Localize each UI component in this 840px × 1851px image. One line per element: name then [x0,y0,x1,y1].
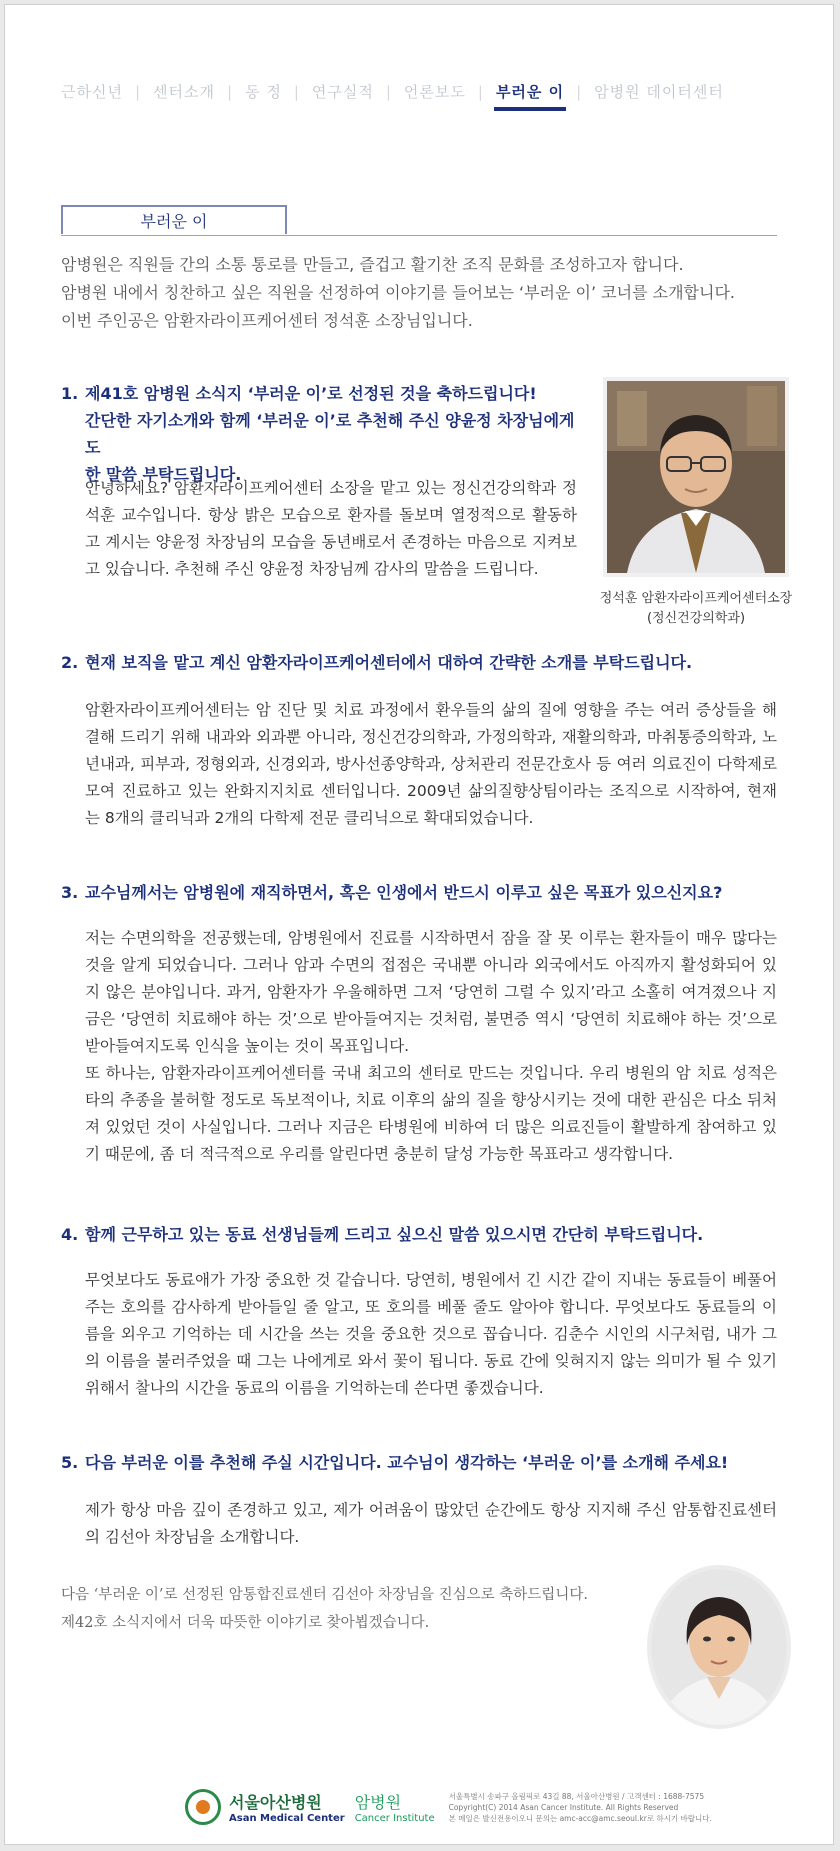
question-text: 제41호 암병원 소식지 ‘부러운 이’로 선정된 것을 축하드립니다! 간단한 자기소개와 함께 ‘부러운 이’로 추천해 주신 양윤정 차장님에게도 한 말씀 부탁드립니다. [85,384,575,484]
question-2 [61,649,777,676]
nav-item-new-year[interactable]: 근하신년 [61,83,123,101]
answer-1 [85,475,577,583]
caption-name: 정석훈 암환자라이프케어센터소장 [599,591,793,606]
question-number: 2. [61,653,79,672]
answer-2 [85,697,777,832]
footer-address: 서울특별시 송파구 올림픽로 43길 88, 서울아산병원 / 고객센터 : 1688-7575 [448,1791,705,1801]
nav-item-press[interactable]: 언론보도 [403,83,466,101]
nav-item-news[interactable]: 동 정 [245,83,282,101]
nav-separator: | [576,82,583,101]
answer-paragraph: 안녕하세요? 암환자라이프케어센터 소장을 맡고 있는 정신건강의학과 정석훈 교수입니다. 항상 밝은 모습으로 환자를 돌보며 열정적으로 활동하고 계시는 양윤정 차장님의 모습을 동년배로서 존경하는 마음으로 지켜보고 있습니다. 추천해 주신 양윤정 차장님께 감사의 말씀을 드립니다. [85,479,577,578]
newsletter-frame [4,4,834,1845]
question-number: 4. [61,1225,79,1244]
portrait-woman-icon [647,1565,791,1729]
intro-text [61,251,777,335]
intro-line: 암병원 내에서 칭찬하고 싶은 직원을 선정하여 이야기를 들어보는 ‘부러운 이’ 코너를 소개합니다. [61,283,735,302]
nav-item-envied-one[interactable]: 부러운 이 [495,83,565,101]
answer-3 [85,925,777,1168]
asan-logo-icon [185,1789,221,1825]
question-number: 5. [61,1453,79,1472]
footer-notice: 본 메일은 발신전용이오니 문의는 amc-acc@amc.seoul.kr로 하시기 바랍니다. [448,1813,712,1823]
top-nav [61,81,777,102]
nav-separator: | [385,82,392,101]
section-title: 부러운 이 [61,205,287,234]
question-4 [61,1221,777,1248]
answer-paragraph: 저는 수면의학을 전공했는데, 암병원에서 진료를 시작하면서 잠을 잘 못 이루는 환자들이 매우 많다는 것을 알게 되었습니다. 그러나 암과 수면의 접점은 국내뿐 아니라 외국에서도 아직까지 활성화되어 있지 않은 분야입니다. 과거, 암환자가 우울해하면 그저 ‘당연히 그럴 수 있지’라고 소홀히 여겨졌으나 지금은 ‘당연히 치료해야 하는 것’으로 받아들여지는 것처럼, 불면증 역시 ‘당연히 치료해야 하는 것’으로 받아들여지도록 인식을 높이는 것이 목표입니다. [85,929,777,1055]
question-number: 1. [61,384,79,403]
answer-4 [85,1267,777,1402]
closing-line: 제42호 소식지에서 더욱 따뜻한 이야기로 찾아뵙겠습니다. [61,1615,430,1631]
caption-dept: (정신건강의학과) [646,611,746,626]
nav-separator: | [293,82,300,101]
ci-korean: 암병원 [354,1793,402,1812]
closing-line: 다음 ‘부러운 이’로 선정된 암통합진료센터 김선아 차장님을 진심으로 축하드립니다. [61,1587,588,1603]
nav-separator: | [134,82,142,101]
brand-korean: 서울아산병원 [229,1793,322,1812]
intro-line: 이번 주인공은 암환자라이프케어센터 정석훈 소장님입니다. [61,311,473,330]
answer-paragraph: 무엇보다도 동료애가 가장 중요한 것 같습니다. 당연히, 병원에서 긴 시간 같이 지내는 동료들이 베풀어 주는 호의를 감사하게 받아들일 줄 알고, 또 호의를 베풀 줄도 알아야 합니다. 무엇보다도 동료들의 이름을 외우고 기억하는 데 시간을 쓰는 것을 중요한 것으로 꼽습니다. 김춘수 시인의 시구처럼, 내가 그의 이름을 불러주었을 때 그는 나에게로 와서 꽃이 됩니다. 동료 간에 잊혀지지 않는 의미가 될 수 있기 위해서 찰나의 시간을 동료의 이름을 기억하는데 쓴다면 좋겠습니다. [85,1271,777,1397]
section-title-row [61,205,777,236]
photo-caption [593,589,799,629]
question-text: 함께 근무하고 있는 동료 선생님들께 드리고 싶으신 말씀 있으시면 간단히 부탁드립니다. [85,1225,704,1244]
question-3 [61,879,777,906]
question-number: 3. [61,883,79,902]
question-text: 다음 부러운 이를 추천해 주실 시간입니다. 교수님이 생각하는 ‘부러운 이’를 소개해 주세요! [85,1453,729,1472]
nav-item-data-center[interactable]: 암병원 데이터센터 [594,83,724,101]
cancer-institute-name [355,1790,435,1824]
brand-name [229,1790,345,1824]
brand-english: Asan Medical Center [229,1813,345,1824]
answer-paragraph: 암환자라이프케어센터는 암 진단 및 치료 과정에서 환우들의 삶의 질에 영향을 주는 여러 증상들을 해결해 드리기 위해 내과와 외과뿐 아니라, 정신건강의학과, 가정의학과, 재활의학과, 마취통증의학과, 노년내과, 피부과, 정형외과, 신경외과, 방사선종양학과, 상처관리 전문간호사 등 여러 의료진이 다학제로 모여 진료하고 있는 완화지지치료 센터입니다. 2009년 삶의질향상팀이라는 조직으로 시작하여, 현재는 8개의 클리닉과 2개의 다학제 전문 클리닉으로 확대되었습니다. [85,701,777,827]
footer-copyright: Copyright(C) 2014 Asan Cancer Institute. All Rights Reserved [448,1802,679,1812]
intro-line: 암병원은 직원들 간의 소통 통로를 만들고, 즐겁고 활기찬 조직 문화를 조성하고자 합니다. [61,255,684,274]
nav-item-research[interactable]: 연구실적 [311,83,374,101]
nav-item-center-intro[interactable]: 센터소개 [153,83,215,101]
answer-paragraph: 제가 항상 마음 깊이 존경하고 있고, 제가 어려움이 많았던 순간에도 항상 지지해 주신 암통합진료센터의 김선아 차장님을 소개합니다. [85,1501,777,1546]
question-text: 교수님께서는 암병원에 재직하면서, 혹은 인생에서 반드시 이루고 싶은 목표가 있으신지요? [85,883,723,902]
question-1 [61,380,577,488]
footer [185,1787,712,1827]
closing-text [61,1581,588,1637]
nav-separator: | [477,82,484,101]
portrait-man-icon [603,377,789,577]
question-5 [61,1449,777,1476]
nav-separator: | [227,82,234,101]
ci-english: Cancer Institute [354,1813,435,1824]
question-text: 현재 보직을 맡고 계신 암환자라이프케어센터에서 대하여 간략한 소개를 부탁드립니다. [85,653,693,672]
answer-5 [85,1497,777,1551]
footer-info [449,1791,712,1824]
answer-paragraph: 또 하나는, 암환자라이프케어센터를 국내 최고의 센터로 만드는 것입니다. 우리 병원의 암 치료 성적은 타의 추종을 불허할 정도로 독보적이나, 치료 이후의 삶의 질을 향상시키는 것에 대한 관심은 다소 뒤처져 있었던 것이 사실입니다. 그러나 지금은 타병원에 비하여 더 많은 의료진들이 활발하게 참여하고 있기 때문에, 좀 더 적극적으로 우리를 알린다면 충분히 달성 가능한 목표라고 생각합니다. [85,1064,777,1163]
